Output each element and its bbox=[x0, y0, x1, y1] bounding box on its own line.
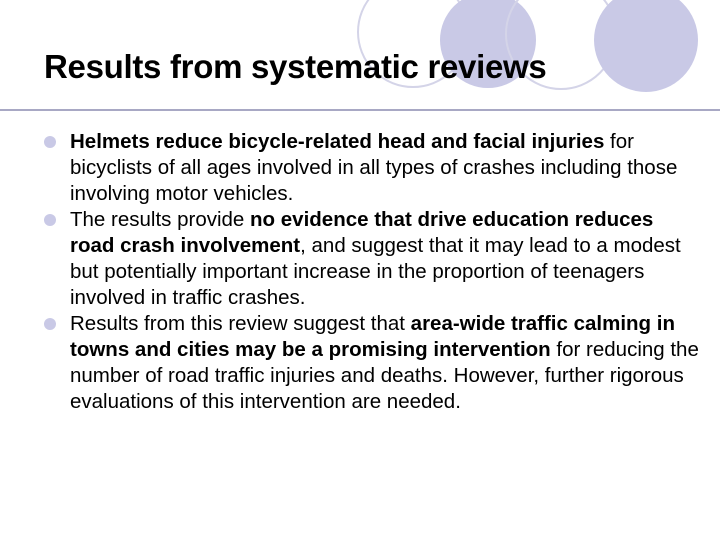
bullet-text-bold: area-wide traffic calming in towns and cities may be a promising intervention bbox=[70, 312, 675, 361]
bullet-dot-icon bbox=[44, 318, 56, 330]
bullet-text-bold: Helmets reduce bicycle-related head and facial injuries bbox=[70, 130, 605, 153]
bullet-item bbox=[0, 129, 720, 207]
decorative-circle-filled-2 bbox=[594, 0, 698, 92]
bullet-text: for bicyclists of all ages involved in all types of crashes including those involving motor vehicles. bbox=[70, 130, 678, 205]
slide-title: Results from systematic reviews bbox=[44, 48, 547, 85]
bullet-dot-icon bbox=[44, 214, 56, 226]
title-divider bbox=[0, 109, 720, 111]
bullet-text-bold: no evidence that drive education reduces road crash involvement bbox=[70, 208, 654, 257]
bullet-item bbox=[0, 207, 720, 311]
bullet-text: Results from this review suggest that bbox=[70, 312, 411, 335]
bullet-text: , and suggest that it may lead to a modest but potentially important increase in the proportion of teenagers involved in traffic crashes. bbox=[70, 234, 681, 309]
bullet-text: for reducing the number of road traffic injuries and deaths. However, further rigorous evaluations of this intervention are needed. bbox=[70, 338, 699, 413]
bullet-item bbox=[0, 311, 720, 415]
bullet-dot-icon bbox=[44, 136, 56, 148]
bullet-text: The results provide bbox=[70, 208, 251, 231]
bullet-list bbox=[0, 129, 720, 415]
